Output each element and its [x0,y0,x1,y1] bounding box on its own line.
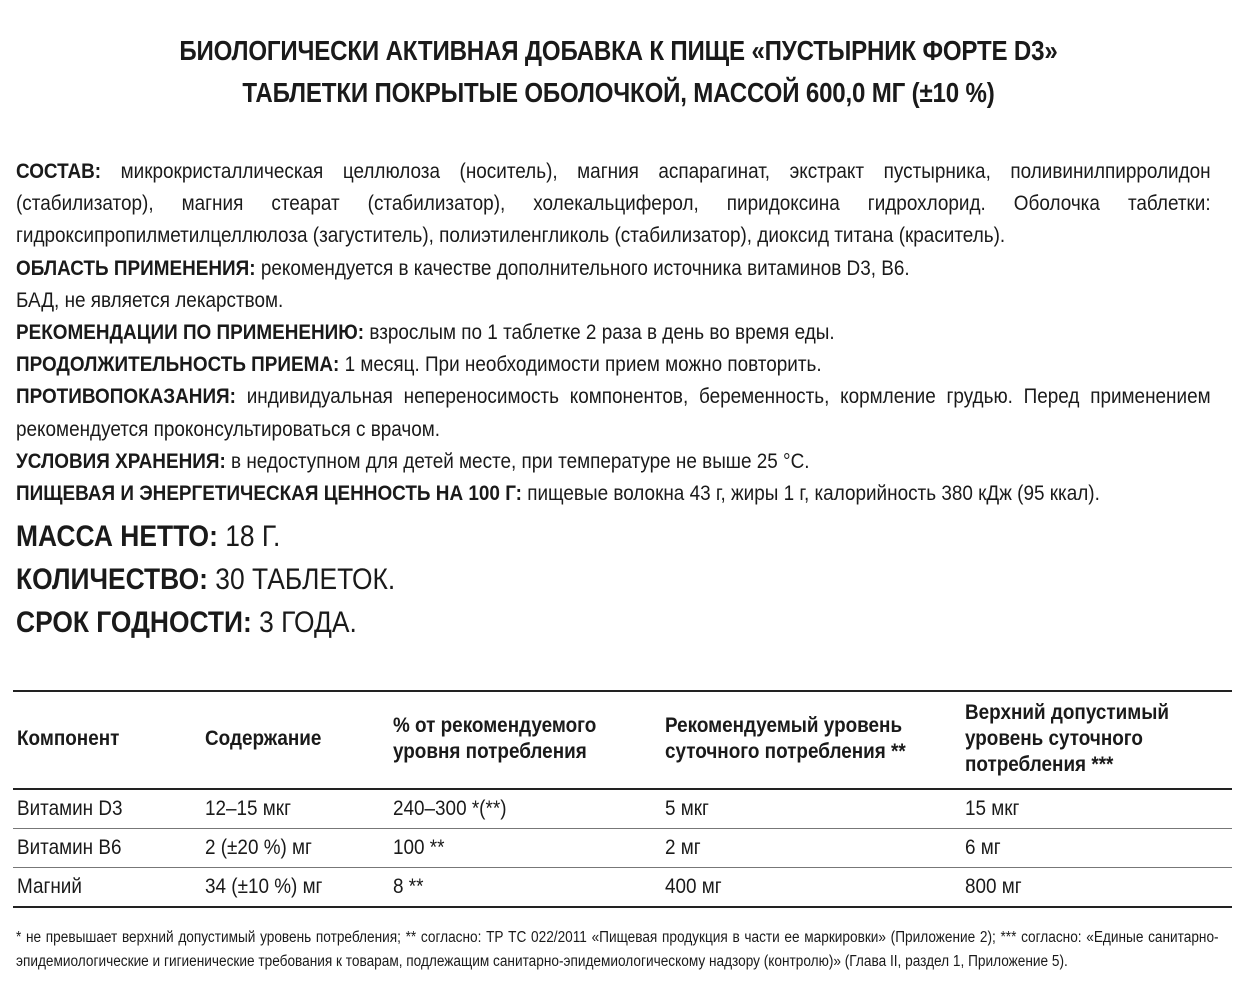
contraindications-paragraph [16,380,1211,444]
cell-content: 2 (±20 %) мг [205,836,312,859]
cell-upper: 800 мг [965,875,1022,898]
title-line-2: ТАБЛЕТКИ ПОКРЫТЫЕ ОБОЛОЧКОЙ, МАССОЙ 600,0 МГ (±10 %) [242,77,995,108]
duration-label: ПРОДОЛЖИТЕЛЬНОСТЬ ПРИЕМА: [16,352,340,377]
storage-text: в недоступном для детей месте, при температуре не выше 25 °С. [231,448,810,473]
cell-content: 34 (±10 %) мг [205,875,323,898]
product-title [87,30,1151,114]
recommendations-paragraph [16,316,1211,348]
net-mass-value: 18 Г. [225,520,281,553]
duration-paragraph [16,348,1211,380]
quantity [16,560,447,600]
table-row [13,829,1232,868]
nutrition-text: пищевые волокна 43 г, жиры 1 г, калорийность 380 кДж (95 ккал). [527,481,1100,506]
cell-component: Витамин B6 [17,836,122,859]
table-row [13,789,1232,829]
cell-recommended: 2 мг [665,836,701,859]
composition-label: СОСТАВ: [16,159,102,183]
nutrient-table-wrapper [13,690,1232,908]
nutrition-label: ПИЩЕВАЯ И ЭНЕРГЕТИЧЕСКАЯ ЦЕННОСТЬ НА 100 Г: [16,481,522,506]
cell-upper: 6 мг [965,836,1001,859]
cell-percent: 100 ** [393,836,445,859]
footnote-text: * не превышает верхний допустимый уровень потребления; ** согласно: ТР ТС 022/2011 «Пищевая продукция в части ее маркировки» (Приложение 2); *** согласно: «Единые санитарно-эпидемиологические и гигиенические требования к товарам, подлежащим санитарно-эпидемиологическому надзору (контролю)» (Глава II, раздел 1, Приложение 5). [16,929,1219,970]
recommendations-label: РЕКОМЕНДАЦИИ ПО ПРИМЕНЕНИЮ: [16,320,365,345]
application-label: ОБЛАСТЬ ПРИМЕНЕНИЯ: [16,255,256,280]
cell-component: Магний [17,875,82,898]
cell-recommended: 400 мг [665,875,722,898]
composition-paragraph [16,155,1211,252]
label-body [16,155,1211,509]
table-header-row [13,691,1232,789]
quantity-value: 30 ТАБЛЕТОК. [215,563,396,596]
duration-text: 1 месяц. При необходимости прием можно повторить. [344,352,822,377]
application-text: рекомендуется в качестве дополнительного источника витаминов D3, B6. [260,255,910,280]
shelf-life-value: 3 ГОДА. [259,606,357,639]
storage-paragraph [16,445,1211,477]
header-recommended: Рекомендуемый уровень суточного потребления ** [661,691,961,789]
application-paragraph [16,252,1211,284]
contraindications-label: ПРОТИВОПОКАЗАНИЯ: [16,384,236,409]
nutrient-table [13,690,1232,908]
title-line-1: БИОЛОГИЧЕСКИ АКТИВНАЯ ДОБАВКА К ПИЩЕ «ПУСТЫРНИК ФОРТЕ D3» [179,35,1058,66]
quantity-label: КОЛИЧЕСТВО: [16,563,208,596]
cell-upper: 15 мкг [965,797,1020,820]
not-medicine-note: БАД, не является лекарством. [16,287,284,312]
header-percent: % от рекомендуемого уровня потребления [389,691,661,789]
net-mass-label: МАССА НЕТТО: [16,520,218,553]
storage-label: УСЛОВИЯ ХРАНЕНИЯ: [16,448,226,473]
header-component: Компонент [13,691,201,789]
cell-percent: 8 ** [393,875,424,898]
nutrition-paragraph [16,477,1211,509]
footnote [16,926,1219,974]
header-content: Содержание [201,691,389,789]
composition-text: микрокристаллическая целлюлоза (носитель), магния аспарагинат, экстракт пустырника, поливинилпирролидон (стабилизатор), магния стеарат (стабилизатор), холекальциферол, пиридоксина гидрохлорид. Оболочка таблетки: гидроксипропилметилцеллюлоза (загуститель), полиэтиленгликоль (стабилизатор), диоксид титана (краситель). [16,159,1211,248]
cell-component: Витамин D3 [17,797,123,820]
shelf-life-label: СРОК ГОДНОСТИ: [16,606,252,639]
cell-content: 12–15 мкг [205,797,291,820]
cell-recommended: 5 мкг [665,797,709,820]
contraindications-text: индивидуальная непереносимость компонентов, беременность, кормление грудью. Перед применением рекомендуется проконсультироваться с врачом. [16,384,1211,441]
shelf-life [16,603,403,643]
cell-percent: 240–300 *(**) [393,797,507,820]
recommendations-text: взрослым по 1 таблетке 2 раза в день во время еды. [369,320,835,345]
header-upper: Верхний допустимый уровень суточного потребления *** [961,691,1232,789]
table-row [13,868,1232,908]
net-mass [16,517,316,557]
